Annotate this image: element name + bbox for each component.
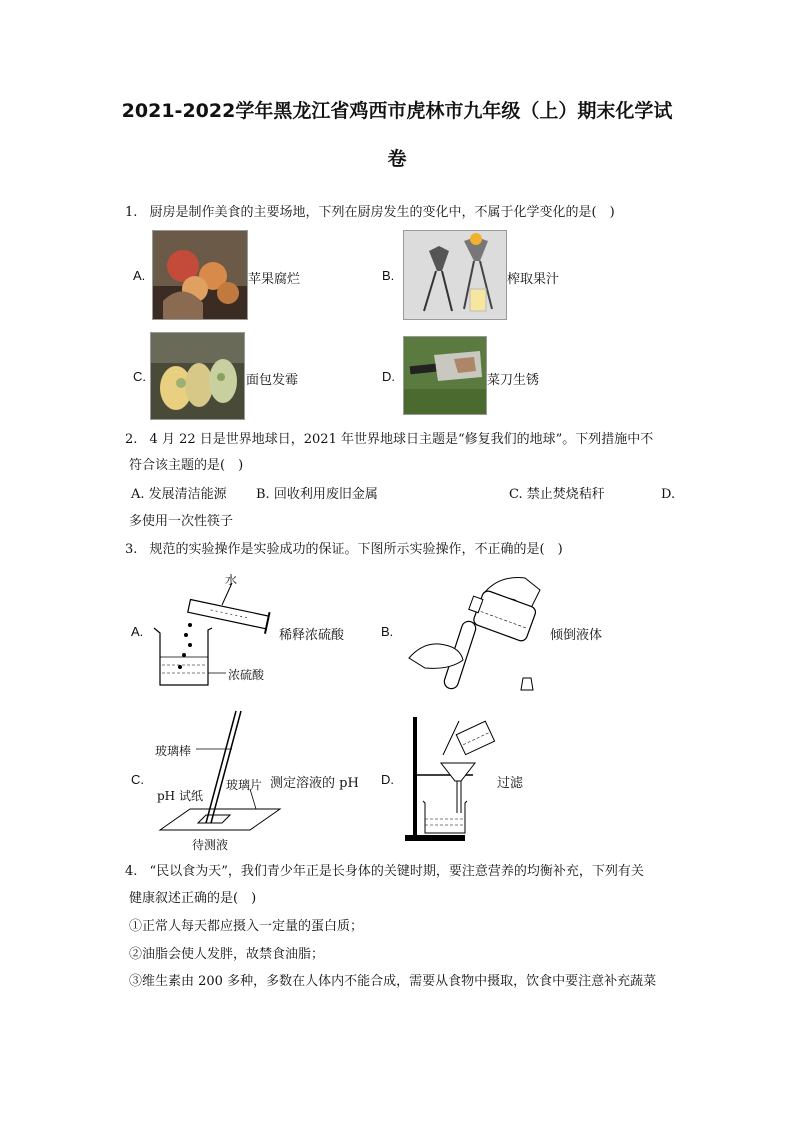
question-number: 2.	[125, 432, 138, 447]
apple-image	[153, 231, 247, 319]
option-text-b: 榨取果汁	[507, 272, 560, 287]
option-letter-d: D.	[382, 369, 395, 384]
q3-option-letter-d: D.	[381, 772, 394, 787]
pouring-liquid-diagram	[405, 570, 545, 695]
knife-photo	[403, 336, 487, 415]
filtration-diagram	[403, 715, 498, 843]
label-concentrated-sulfuric-acid: 浓硫酸	[228, 668, 265, 682]
juicer-image	[404, 231, 506, 319]
q2-option-b	[256, 485, 378, 505]
label-water: 水	[225, 573, 238, 587]
label-glass-rod: 玻璃棒	[155, 744, 192, 758]
label-ph-paper: pH 试纸	[157, 789, 203, 803]
option-text-d: 菜刀生锈	[487, 373, 540, 388]
option-letter-b: B.	[382, 268, 395, 283]
q2-option-d-text: 多使用一次性筷子	[129, 514, 234, 529]
question-3	[125, 540, 725, 560]
q3-option-text-a: 稀释浓硫酸	[279, 628, 345, 643]
q3-option-letter-a: A.	[131, 624, 144, 639]
q3-option-letter-c: C.	[131, 772, 144, 787]
q3-option-text-d: 过滤	[497, 776, 524, 791]
q2-option-d-letter: D.	[661, 487, 676, 502]
q2-option-a	[131, 485, 227, 505]
q4-item-2: ②油脂会使人发胖，故禁食油脂；	[129, 947, 325, 962]
question-2	[125, 430, 725, 450]
option-text-a: 苹果腐烂	[248, 272, 301, 287]
ph-test-diagram	[150, 705, 300, 835]
knife-image	[404, 337, 486, 414]
page-title: 2021-2022学年黑龙江省鸡西市虎林市九年级（上）期末化学试	[121, 100, 673, 122]
option-letter: B.	[256, 487, 270, 502]
bread-photo	[150, 332, 245, 420]
bread-image	[151, 333, 244, 419]
option-letter-a: A.	[133, 268, 146, 283]
option-letter-c: C.	[133, 369, 146, 384]
juicer-photo	[403, 230, 507, 320]
question-stem: 规范的实验操作是实验成功的保证。下图所示实验操作，不正确的是( )	[149, 542, 563, 557]
apple-photo	[152, 230, 248, 320]
option-text: 回收利用废旧金属	[273, 487, 378, 502]
question-stem: 4 月 22 日是世界地球日，2021 年世界地球日主题是“修复我们的地球”。下列措施中不	[149, 432, 654, 447]
page-title-continued: 卷	[387, 148, 407, 170]
option-text: 禁止焚烧秸秆	[526, 487, 605, 502]
q3-option-text-c: 测定溶液的 pH	[270, 776, 359, 791]
q3-option-letter-b: B.	[381, 624, 394, 639]
option-text: 发展清洁能源	[148, 487, 227, 502]
q2-option-c	[509, 485, 605, 505]
label-glass-slide: 玻璃片	[226, 778, 263, 792]
question-4	[125, 862, 725, 882]
question-number: 3.	[125, 542, 138, 557]
question-stem: “民以食为天”，我们青少年正是长身体的关键时期，要注意营养的均衡补充，下列有关	[149, 864, 644, 879]
q3-option-text-b: 倾倒液体	[550, 628, 603, 643]
question-1	[125, 203, 725, 223]
option-letter: C.	[509, 487, 523, 502]
question-2-stem-continued: 符合该主题的是( )	[129, 458, 244, 473]
question-number: 1.	[125, 205, 138, 220]
question-stem: 厨房是制作美食的主要场地，下列在厨房发生的变化中，不属于化学变化的是( )	[149, 205, 615, 220]
q4-item-1: ①正常人每天都应摄入一定量的蛋白质；	[129, 919, 364, 934]
option-letter: A.	[131, 487, 145, 502]
label-test-solution: 待测液	[192, 838, 229, 852]
option-text-c: 面包发霉	[246, 373, 299, 388]
q4-item-3: ③维生素由 200 多种，多数在人体内不能合成，需要从食物中摄取，饮食中要注意补充蔬菜	[129, 974, 657, 989]
question-4-stem-continued: 健康叙述正确的是( )	[129, 891, 257, 906]
question-number: 4.	[125, 864, 138, 879]
